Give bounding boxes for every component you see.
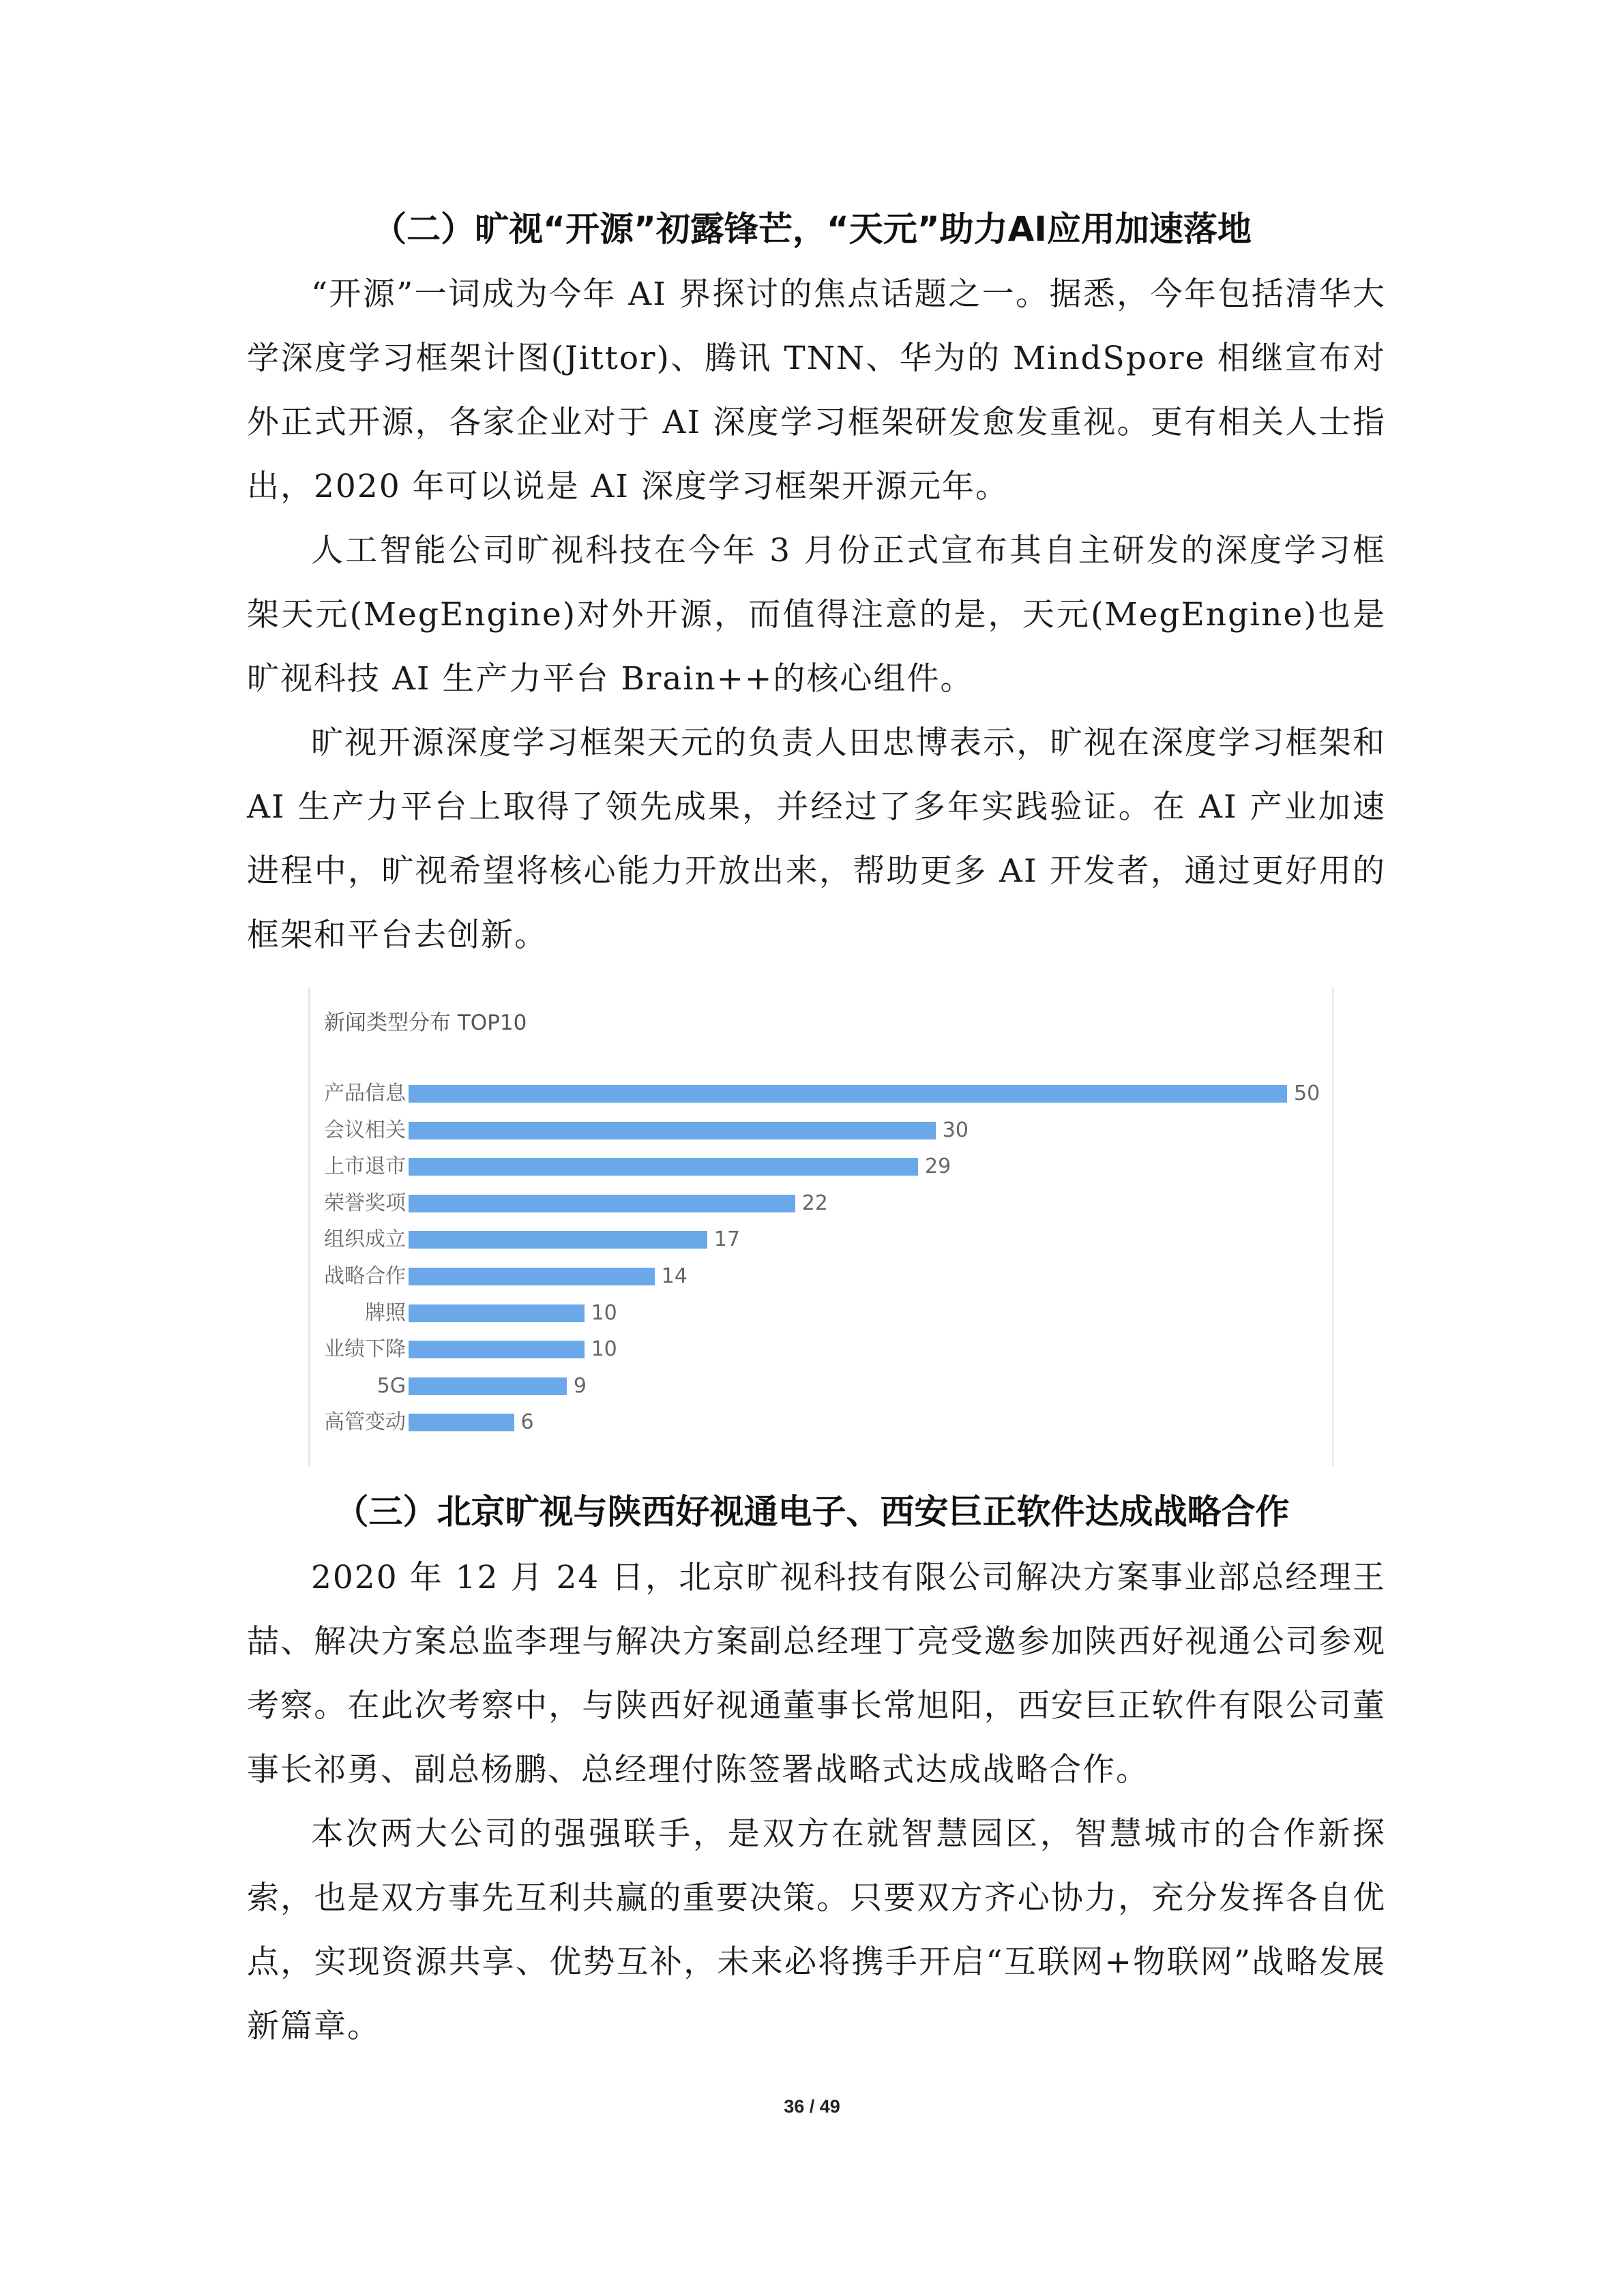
section-heading-2: （二）旷视“开源”初露锋芒，“天元”助力AI应用加速落地 <box>372 209 1252 249</box>
paragraph-megengine-lead: 旷视开源深度学习框架天元的负责人田忠博表示，旷视在深度学习框架和 AI 生产力平台上取得了领先成果，并经过了多年实践验证。在 AI 产业加速进程中，旷视希望将核心能力开放出来，帮助更多 AI 开发者，通过更好用的框架和平台去创新。 <box>247 724 1386 954</box>
chart-category-label: 会议相关 <box>324 1118 406 1142</box>
chart-value-label: 10 <box>591 1337 617 1362</box>
chart-value-label: 14 <box>661 1264 688 1288</box>
chart-bar <box>409 1268 655 1285</box>
chart-value-label: 9 <box>573 1373 587 1398</box>
chart-bar <box>409 1377 567 1395</box>
chart-value-label: 17 <box>713 1227 741 1252</box>
chart-bar <box>409 1122 936 1139</box>
news-type-chart <box>308 987 1334 1466</box>
chart-category-label: 荣誉奖项 <box>324 1191 406 1215</box>
chart-value-label: 30 <box>942 1118 969 1142</box>
chart-value-label: 29 <box>925 1154 951 1179</box>
chart-value-label: 6 <box>520 1410 534 1435</box>
chart-bar <box>409 1304 585 1322</box>
chart-category-label: 5G <box>377 1373 406 1398</box>
paragraph-partnership-significance: 本次两大公司的强强联手，是双方在就智慧园区，智慧城市的合作新探索，也是双方事先互利共赢的重要决策。只要双方齐心协力，充分发挥各自优点，实现资源共享、优势互补，未来必将携手开启“互联网+物联网”战略发展新篇章。 <box>247 1815 1386 2045</box>
chart-value-label: 10 <box>591 1300 617 1325</box>
chart-bar <box>409 1158 918 1176</box>
chart-bar <box>409 1231 707 1249</box>
paragraph-strategic-cooperation: 2020 年 12 月 24 日，北京旷视科技有限公司解决方案事业部总经理王喆、解决方案总监李理与解决方案副总经理丁亮受邀参加陕西好视通公司参观考察。在此次考察中，与陕西好视通董事长常旭阳，西安巨正软件有限公司董事长祁勇、副总杨鹏、总经理付陈签署战略式达成战略合作。 <box>247 1559 1386 1789</box>
chart-bar <box>409 1414 514 1431</box>
chart-category-label: 战略合作 <box>324 1264 406 1288</box>
chart-category-label: 牌照 <box>365 1300 406 1325</box>
chart-title: 新闻类型分布 TOP10 <box>324 1011 527 1035</box>
section-heading-3: （三）北京旷视与陕西好视通电子、西安巨正软件达成战略合作 <box>334 1492 1290 1532</box>
chart-bar <box>409 1341 585 1358</box>
paragraph-open-source-topic: “开源”一词成为今年 AI 界探讨的焦点话题之一。据悉，今年包括清华大学深度学习框架计图(Jittor)、腾讯 TNN、华为的 MindSpore 相继宣布对外正式开源，各家企业对于 AI 深度学习框架研发愈发重视。更有相关人士指出，2020 年可以说是 AI 深度学习框架开源元年。 <box>247 275 1386 505</box>
chart-category-label: 组织成立 <box>324 1227 406 1252</box>
chart-category-label: 业绩下降 <box>324 1337 406 1362</box>
page-number: 36 / 49 <box>784 2096 840 2117</box>
chart-bar <box>409 1195 795 1212</box>
chart-value-label: 50 <box>1294 1082 1320 1105</box>
chart-value-label: 22 <box>801 1191 828 1215</box>
paragraph-megengine-release: 人工智能公司旷视科技在今年 3 月份正式宣布其自主研发的深度学习框架天元(MegEngine)对外开源，而值得注意的是，天元(MegEngine)也是旷视科技 AI 生产力平台 Brain++的核心组件。 <box>247 532 1386 698</box>
chart-bar <box>409 1085 1287 1103</box>
chart-category-label: 高管变动 <box>324 1410 406 1435</box>
chart-plot-area <box>310 987 1332 1466</box>
chart-category-label: 上市退市 <box>324 1154 406 1179</box>
chart-category-label: 产品信息 <box>324 1082 406 1105</box>
